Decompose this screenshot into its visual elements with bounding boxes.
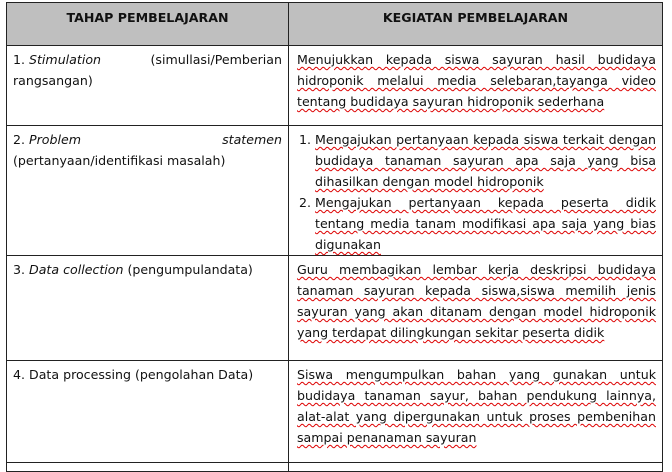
table-row-partial [7, 463, 663, 472]
stage-desc: (pertanyaan/identifikasi masalah) [13, 153, 226, 168]
activity-list [297, 129, 656, 255]
stage-name-2: statemen [222, 132, 282, 147]
stage-name: Data collection [29, 262, 124, 277]
stage-number: 1. [13, 52, 26, 67]
stage-cell [7, 256, 289, 361]
activity-item: 1. Mengajukan pertanyaan kepada siswa terkait dengan budidaya tanaman sayuran apa saja yang bisa dihasilkan dengan model hidroponik [315, 129, 656, 192]
header-stage: TAHAP PEMBELAJARAN [7, 3, 289, 46]
stage-number: 4. [13, 367, 26, 382]
table-row [7, 361, 663, 463]
stage-cell [7, 361, 289, 463]
activity-cell [289, 126, 663, 256]
learning-stages-table [6, 2, 663, 472]
activity-text: Siswa mengumpulkan bahan yang gunakan untuk budidaya tanaman sayur, bahan pendukung lainnya, alat-alat yang dipergunakan untuk proses pembenihan sampai penanaman sayuran [297, 367, 656, 445]
header-activity: KEGIATAN PEMBELAJARAN [289, 3, 663, 46]
table-row [7, 256, 663, 361]
stage-name: Stimulation [29, 52, 102, 67]
stage-name: Data processing (pengolahan Data) [29, 367, 254, 382]
activity-cell [289, 46, 663, 126]
empty-cell [7, 463, 289, 472]
activity-cell [289, 256, 663, 361]
activity-item: 2. Mengajukan pertanyaan kepada peserta didik tentang media tanam modifikasi apa saja yang bias digunakan [315, 192, 656, 255]
table-row [7, 46, 663, 126]
stage-cell [7, 126, 289, 256]
stage-desc: (simullasi/Pemberian [150, 52, 282, 67]
stage-number: 3. [13, 262, 26, 277]
stage-cell [7, 46, 289, 126]
empty-cell [289, 463, 663, 472]
table-header-row [7, 3, 663, 46]
stage-desc: (pengumpulandata) [127, 262, 253, 277]
stage-desc-cont: rangsangan) [13, 73, 93, 88]
stage-number: 2. [13, 132, 26, 147]
activity-text: Guru membagikan lembar kerja deskripsi budidaya tanaman sayuran kepada siswa,siswa memilih jenis sayuran yang akan ditanam dengan model hidroponik yang terdapat dilingkungan sekitar peserta didik [297, 262, 656, 340]
table-row [7, 126, 663, 256]
activity-text: Menujukkan kepada siswa sayuran hasil budidaya hidroponik melalui media selebaran,tayanga video tentang budidaya sayuran hidroponik sederhana [297, 52, 656, 109]
stage-name: Problem [29, 132, 81, 147]
activity-cell [289, 361, 663, 463]
